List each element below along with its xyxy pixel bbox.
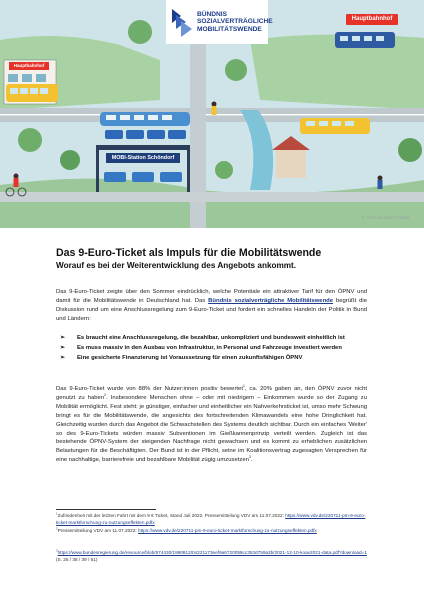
footnote-number: 2 (56, 526, 58, 531)
alliance-link[interactable]: Bündnis sozialverträgliche Mobilitätswende (208, 297, 334, 304)
document-title: Das 9-Euro-Ticket als Impuls für die Mobilitätswende (56, 247, 322, 259)
footnote-link[interactable]: https://www.bundesregierung.de/resource/blob/974430/1990812/04221173eef9a6720059cc353d759a2b/2021-12-10-koav2021-data.pdf?download=1 (57, 550, 367, 555)
footnote-number: 1 (56, 511, 58, 516)
footnote-ref[interactable]: 3 (248, 455, 251, 460)
list-item (56, 344, 367, 353)
list-item (56, 334, 367, 343)
document-subtitle: Worauf es bei der Weiterentwicklung des Angebots ankommt. (56, 261, 297, 270)
logo-line-2: SOZIALVERTRÄGLICHE (197, 18, 273, 26)
hauptbahnhof-sign: Hauptbahnhof (346, 14, 398, 25)
footnote-2 (56, 528, 367, 535)
footnote-text: Zufriedenheit mit der letzten Fahrt mit dem 9 € Ticket, Stand Juli 2022. Pressemitteilung VDV am 11.07.2022: (57, 513, 286, 518)
logo-wordmark (197, 11, 273, 33)
footnote-link[interactable]: https://www.vdv.de/220711-pm-9-euro-ticket-marktforschung-zu-nutzungseffekten.pdfx (138, 528, 317, 533)
footnote-number: 3 (56, 548, 58, 553)
arrow-bullet-icon: ➢ (60, 335, 65, 341)
footnote-ref[interactable]: 1 (242, 384, 245, 389)
intro-text-2: begrüßt die Diskussion rund um eine Anschlussregelung zum 9-Euro-Ticket und fordert ein schnelles Handeln der Politik in Bund und Ländern: (56, 297, 368, 322)
list-item-text: Eine gesicherte Finanzierung ist Voraussetzung für einen zukunftsfähigen ÖPNV (77, 354, 303, 361)
logo-arrows-icon (172, 7, 192, 37)
alliance-logo (166, 0, 273, 44)
demands-list (56, 334, 367, 364)
body-text-4: . (250, 457, 253, 464)
list-item-text: Es muss massiv in den Ausbau von Infrastruktur, in Personal und Fahrzeuge investiert werden (77, 344, 342, 351)
body-text-2: , ca. 20% gaben an, den ÖPNV zuvor nicht genutzt zu haben (56, 386, 367, 401)
footnote-text: Pressemitteilung VDV am 11.07.2022: (57, 528, 139, 533)
list-item-text: Es braucht eine Anschlussregelung, die bezahlbar, unkompliziert und bundesweit einheitlich ist (77, 335, 345, 341)
list-item (56, 354, 367, 363)
footnote-link[interactable]: https://www.vdv.de/220711-pm-9-euro-ticket-marktforschung-zu-nutzungseffekten.pdfx (56, 513, 366, 525)
intro-text-1: Das 9-Euro-Ticket zeigte über den Sommer eindrücklich, welche Potentiale ein attraktiver Tarif für den ÖPNV und damit für die Mobilitätswende in Deutschland hat. Das (56, 289, 367, 304)
arrow-bullet-icon: ➢ (60, 344, 65, 351)
body-text-1: Das 9-Euro-Ticket wurde von 88% der Nutzer:innen positiv bewertet (56, 386, 243, 392)
logo-line-1: BÜNDNIS (197, 10, 228, 18)
hauptbahnhof-sign-small: Hauptbahnhof (9, 62, 49, 70)
logo-line-3: MOBILITÄTSWENDE (197, 25, 262, 33)
footnote-divider (56, 509, 156, 510)
body-paragraph (56, 385, 367, 465)
intro-paragraph (56, 288, 367, 324)
body-text-3: . Insbesondere Menschen ohne – oder mit niedrigem – Einkommen wurde so der Zugang zu Mobilität ermöglicht. Fest steht: je günstiger, einfacher und einheitlicher ein Nahverkehrsticket ist, umso mehr Schwung bringt es für die Mobilitätswende, die angesichts des fortschreitenden Klimawandels eine hohe Dringlichkeit hat. Gleichzeitig wurden durch das Angebot die Schwachstellen des Systems deutlich sichtbar. Durch ein einfaches 'Weiter' so des 9-Euro-Tickets würden massiv Subventionen im Gießkannenprinzip verteilt werden. Zugleich ist das bestehende ÖPNV-System der steigenden Nachfrage nicht gewachsen und es kommt zu erheblichen zusätzlichen Belastungen für die Beschäftigten. Der Bund ist in der Pflicht, seine im Koalitionsvertrag zugesagten Versprechen für eine nachhaltige, barrierefreie und bezahlbare Mobilität zügig umzusetzen (56, 394, 367, 464)
footnote-ref[interactable]: 2 (104, 392, 107, 397)
hero-illustration (0, 0, 424, 228)
mobi-station-sign: MOBI-Station Schöndorf (106, 153, 180, 163)
footnote-3 (56, 550, 367, 564)
image-credit: © VDA Studios / Fotolia (362, 215, 410, 220)
footnote-suffix: (S. 26 / 38 / 39 / 61) (56, 556, 98, 562)
arrow-bullet-icon: ➢ (60, 354, 65, 361)
footnote-1 (56, 513, 367, 527)
